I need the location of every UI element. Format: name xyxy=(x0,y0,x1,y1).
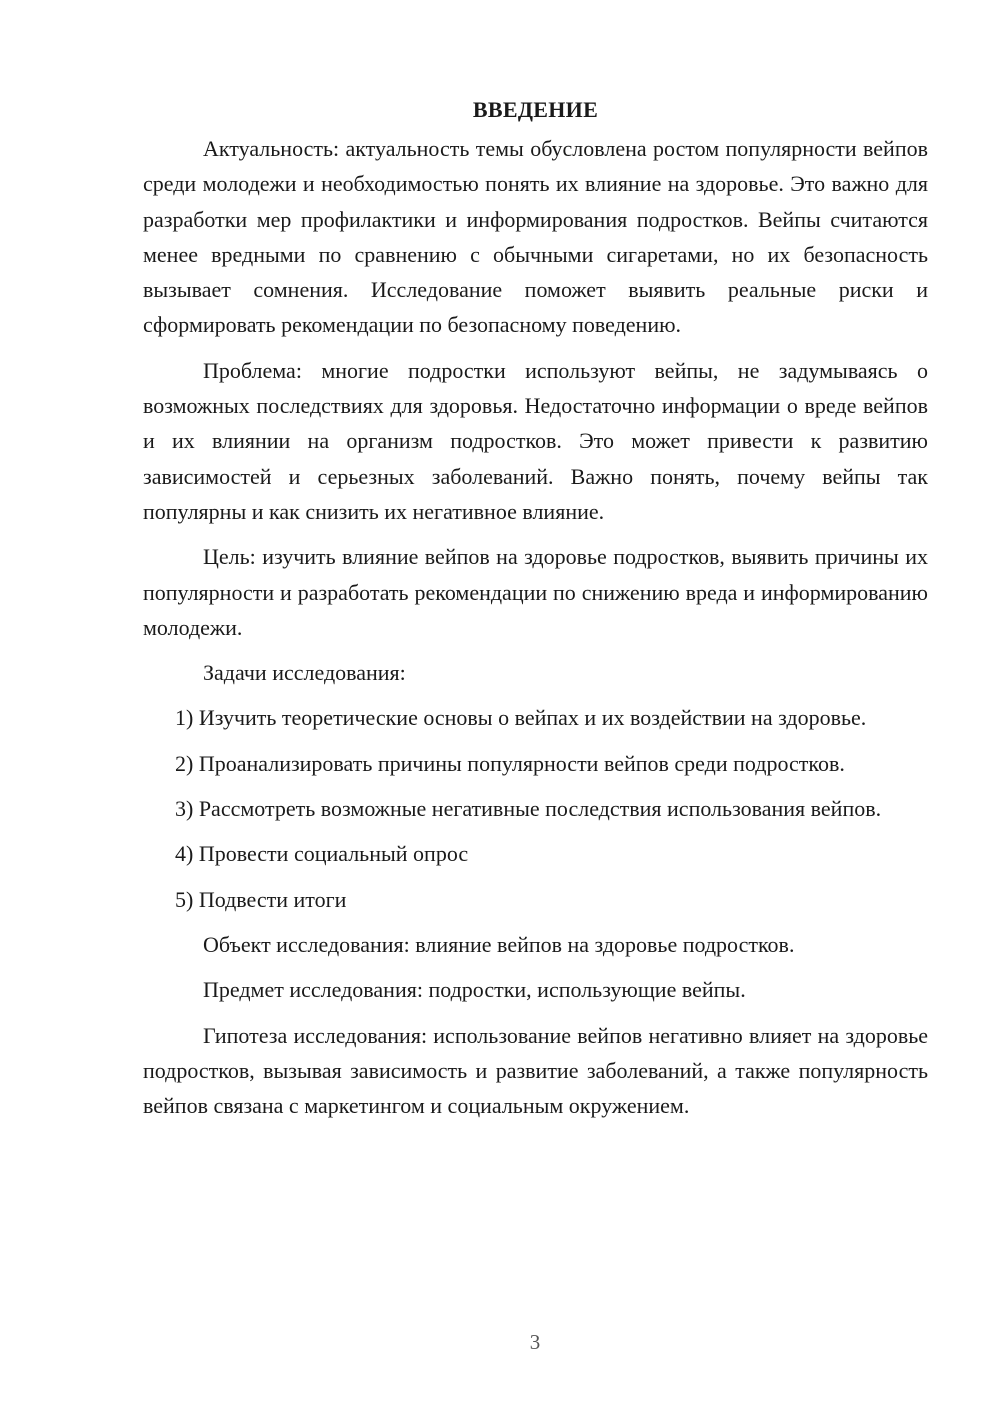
task-item-5: 5) Подвести итоги xyxy=(175,886,347,912)
tasks-heading: Задачи исследования: xyxy=(203,660,406,686)
task-item-2: 2) Проанализировать причины популярности вейпов среди подростков. xyxy=(175,750,845,776)
page-number: 3 xyxy=(529,1330,541,1354)
problem-paragraph: Проблема: многие подростки используют вейпы, не задумываясь о возможных последствиях для здоровья. Недостаточно информации о вреде вейпов и их влиянии на организм подростков. Это может привести к развитию зависимостей и серьезных заболеваний. Важно понять, почему вейпы так популярны и как снизить их негативное влияние. xyxy=(143,357,928,524)
document-page xyxy=(143,92,928,1133)
relevance-paragraph: Актуальность: актуальность темы обусловлена ростом популярности вейпов среди молодежи и необходимостью понять их влияние на здоровье. Это важно для разработки мер профилактики и информирования подростков. Вейпы считаются менее вредными по сравнению с обычными сигаретами, но их безопасность вызывает сомнения. Исследование поможет выявить реальные риски и сформировать рекомендации по безопасному поведению. xyxy=(143,136,928,338)
goal-paragraph: Цель: изучить влияние вейпов на здоровье подростков, выявить причины их популярности и разработать рекомендации по снижению вреда и информированию молодежи. xyxy=(143,544,928,640)
task-item-4: 4) Провести социальный опрос xyxy=(175,841,469,867)
hypothesis-paragraph: Гипотеза исследования: использование вейпов негативно влияет на здоровье подростков, вызывая зависимость и развитие заболеваний, а также популярность вейпов связана с маркетингом и социальным окружением. xyxy=(143,1022,928,1119)
document-title: ВВЕДЕНИЕ xyxy=(472,97,599,122)
object-paragraph: Объект исследования: влияние вейпов на здоровье подростков. xyxy=(203,931,795,957)
task-item-3: 3) Рассмотреть возможные негативные последствия использования вейпов. xyxy=(175,796,882,822)
subject-paragraph: Предмет исследования: подростки, использующие вейпы. xyxy=(203,977,746,1003)
task-item-1: 1) Изучить теоретические основы о вейпах и их воздействии на здоровье. xyxy=(175,705,867,731)
